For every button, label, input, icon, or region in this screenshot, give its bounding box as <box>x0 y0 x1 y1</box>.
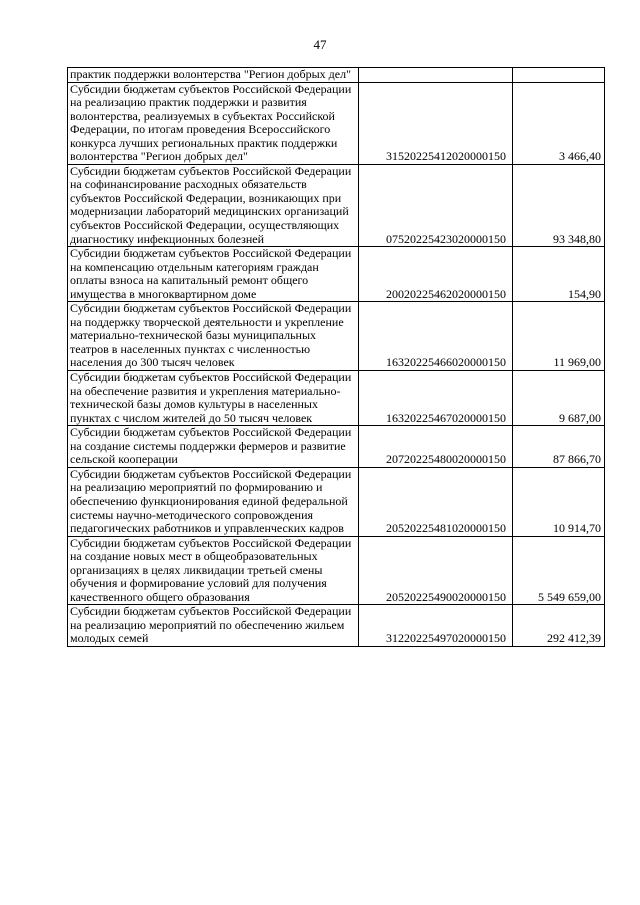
row-amount <box>513 68 605 83</box>
row-code: 31220225497020000150 <box>359 605 513 647</box>
row-amount: 10 914,70 <box>513 467 605 536</box>
row-amount: 292 412,39 <box>513 605 605 647</box>
row-description: практик поддержки волонтерства "Регион добрых дел" <box>68 68 359 83</box>
row-description: Субсидии бюджетам субъектов Российской Федерации на реализацию практик поддержки и развития волонтерства, реализуемых в субъектах Российской Федерации, по итогам проведения Всероссийского конкурса лучших региональных практик поддержки волонтерства "Регион добрых дел" <box>68 82 359 164</box>
row-amount: 11 969,00 <box>513 302 605 371</box>
row-description: Субсидии бюджетам субъектов Российской Федерации на реализацию мероприятий по обеспечению жильем молодых семей <box>68 605 359 647</box>
row-code: 20720225480020000150 <box>359 426 513 468</box>
row-description: Субсидии бюджетам субъектов Российской Федерации на поддержку творческой деятельности и укрепление материально-технической базы муниципальных театров в населенных пунктах с численностью населения до 300 тысяч человек <box>68 302 359 371</box>
row-description: Субсидии бюджетам субъектов Российской Федерации на реализацию мероприятий по формированию и обеспечению функционирования единой федеральной системы научно-методического сопровождения педагогических работников и управленческих кадров <box>68 467 359 536</box>
row-code: 07520225423020000150 <box>359 164 513 246</box>
row-amount: 93 348,80 <box>513 164 605 246</box>
row-code: 16320225466020000150 <box>359 302 513 371</box>
table-row <box>68 467 605 536</box>
budget-table <box>67 67 605 647</box>
row-amount: 3 466,40 <box>513 82 605 164</box>
page-number: 47 <box>313 37 327 52</box>
row-code: 31520225412020000150 <box>359 82 513 164</box>
row-amount: 5 549 659,00 <box>513 536 605 605</box>
row-code: 20520225490020000150 <box>359 536 513 605</box>
table-row <box>68 247 605 302</box>
table-row <box>68 371 605 426</box>
row-amount: 154,90 <box>513 247 605 302</box>
row-code: 20520225481020000150 <box>359 467 513 536</box>
row-code: 16320225467020000150 <box>359 371 513 426</box>
table-row <box>68 426 605 468</box>
table-row <box>68 302 605 371</box>
table-row <box>68 164 605 246</box>
row-description: Субсидии бюджетам субъектов Российской Федерации на компенсацию отдельным категориям граждан оплаты взноса на капитальный ремонт общего имущества в многоквартирном доме <box>68 247 359 302</box>
table-row <box>68 536 605 605</box>
table-row <box>68 82 605 164</box>
row-description: Субсидии бюджетам субъектов Российской Федерации на создание новых мест в общеобразовательных организациях в целях ликвидации третьей смены обучения и формирование условий для получения качественного общего образования <box>68 536 359 605</box>
table-row <box>68 68 605 83</box>
row-code <box>359 68 513 83</box>
row-amount: 87 866,70 <box>513 426 605 468</box>
table-row <box>68 605 605 647</box>
row-code: 20020225462020000150 <box>359 247 513 302</box>
row-description: Субсидии бюджетам субъектов Российской Федерации на обеспечение развития и укрепления материально-технической базы домов культуры в населенных пунктах с числом жителей до 50 тысяч человек <box>68 371 359 426</box>
row-description: Субсидии бюджетам субъектов Российской Федерации на софинансирование расходных обязательств субъектов Российской Федерации, возникающих при модернизации лабораторий медицинских организаций субъектов Российской Федерации, осуществляющих диагностику инфекционных болезней <box>68 164 359 246</box>
row-amount: 9 687,00 <box>513 371 605 426</box>
row-description: Субсидии бюджетам субъектов Российской Федерации на создание системы поддержки фермеров и развитие сельской кооперации <box>68 426 359 468</box>
